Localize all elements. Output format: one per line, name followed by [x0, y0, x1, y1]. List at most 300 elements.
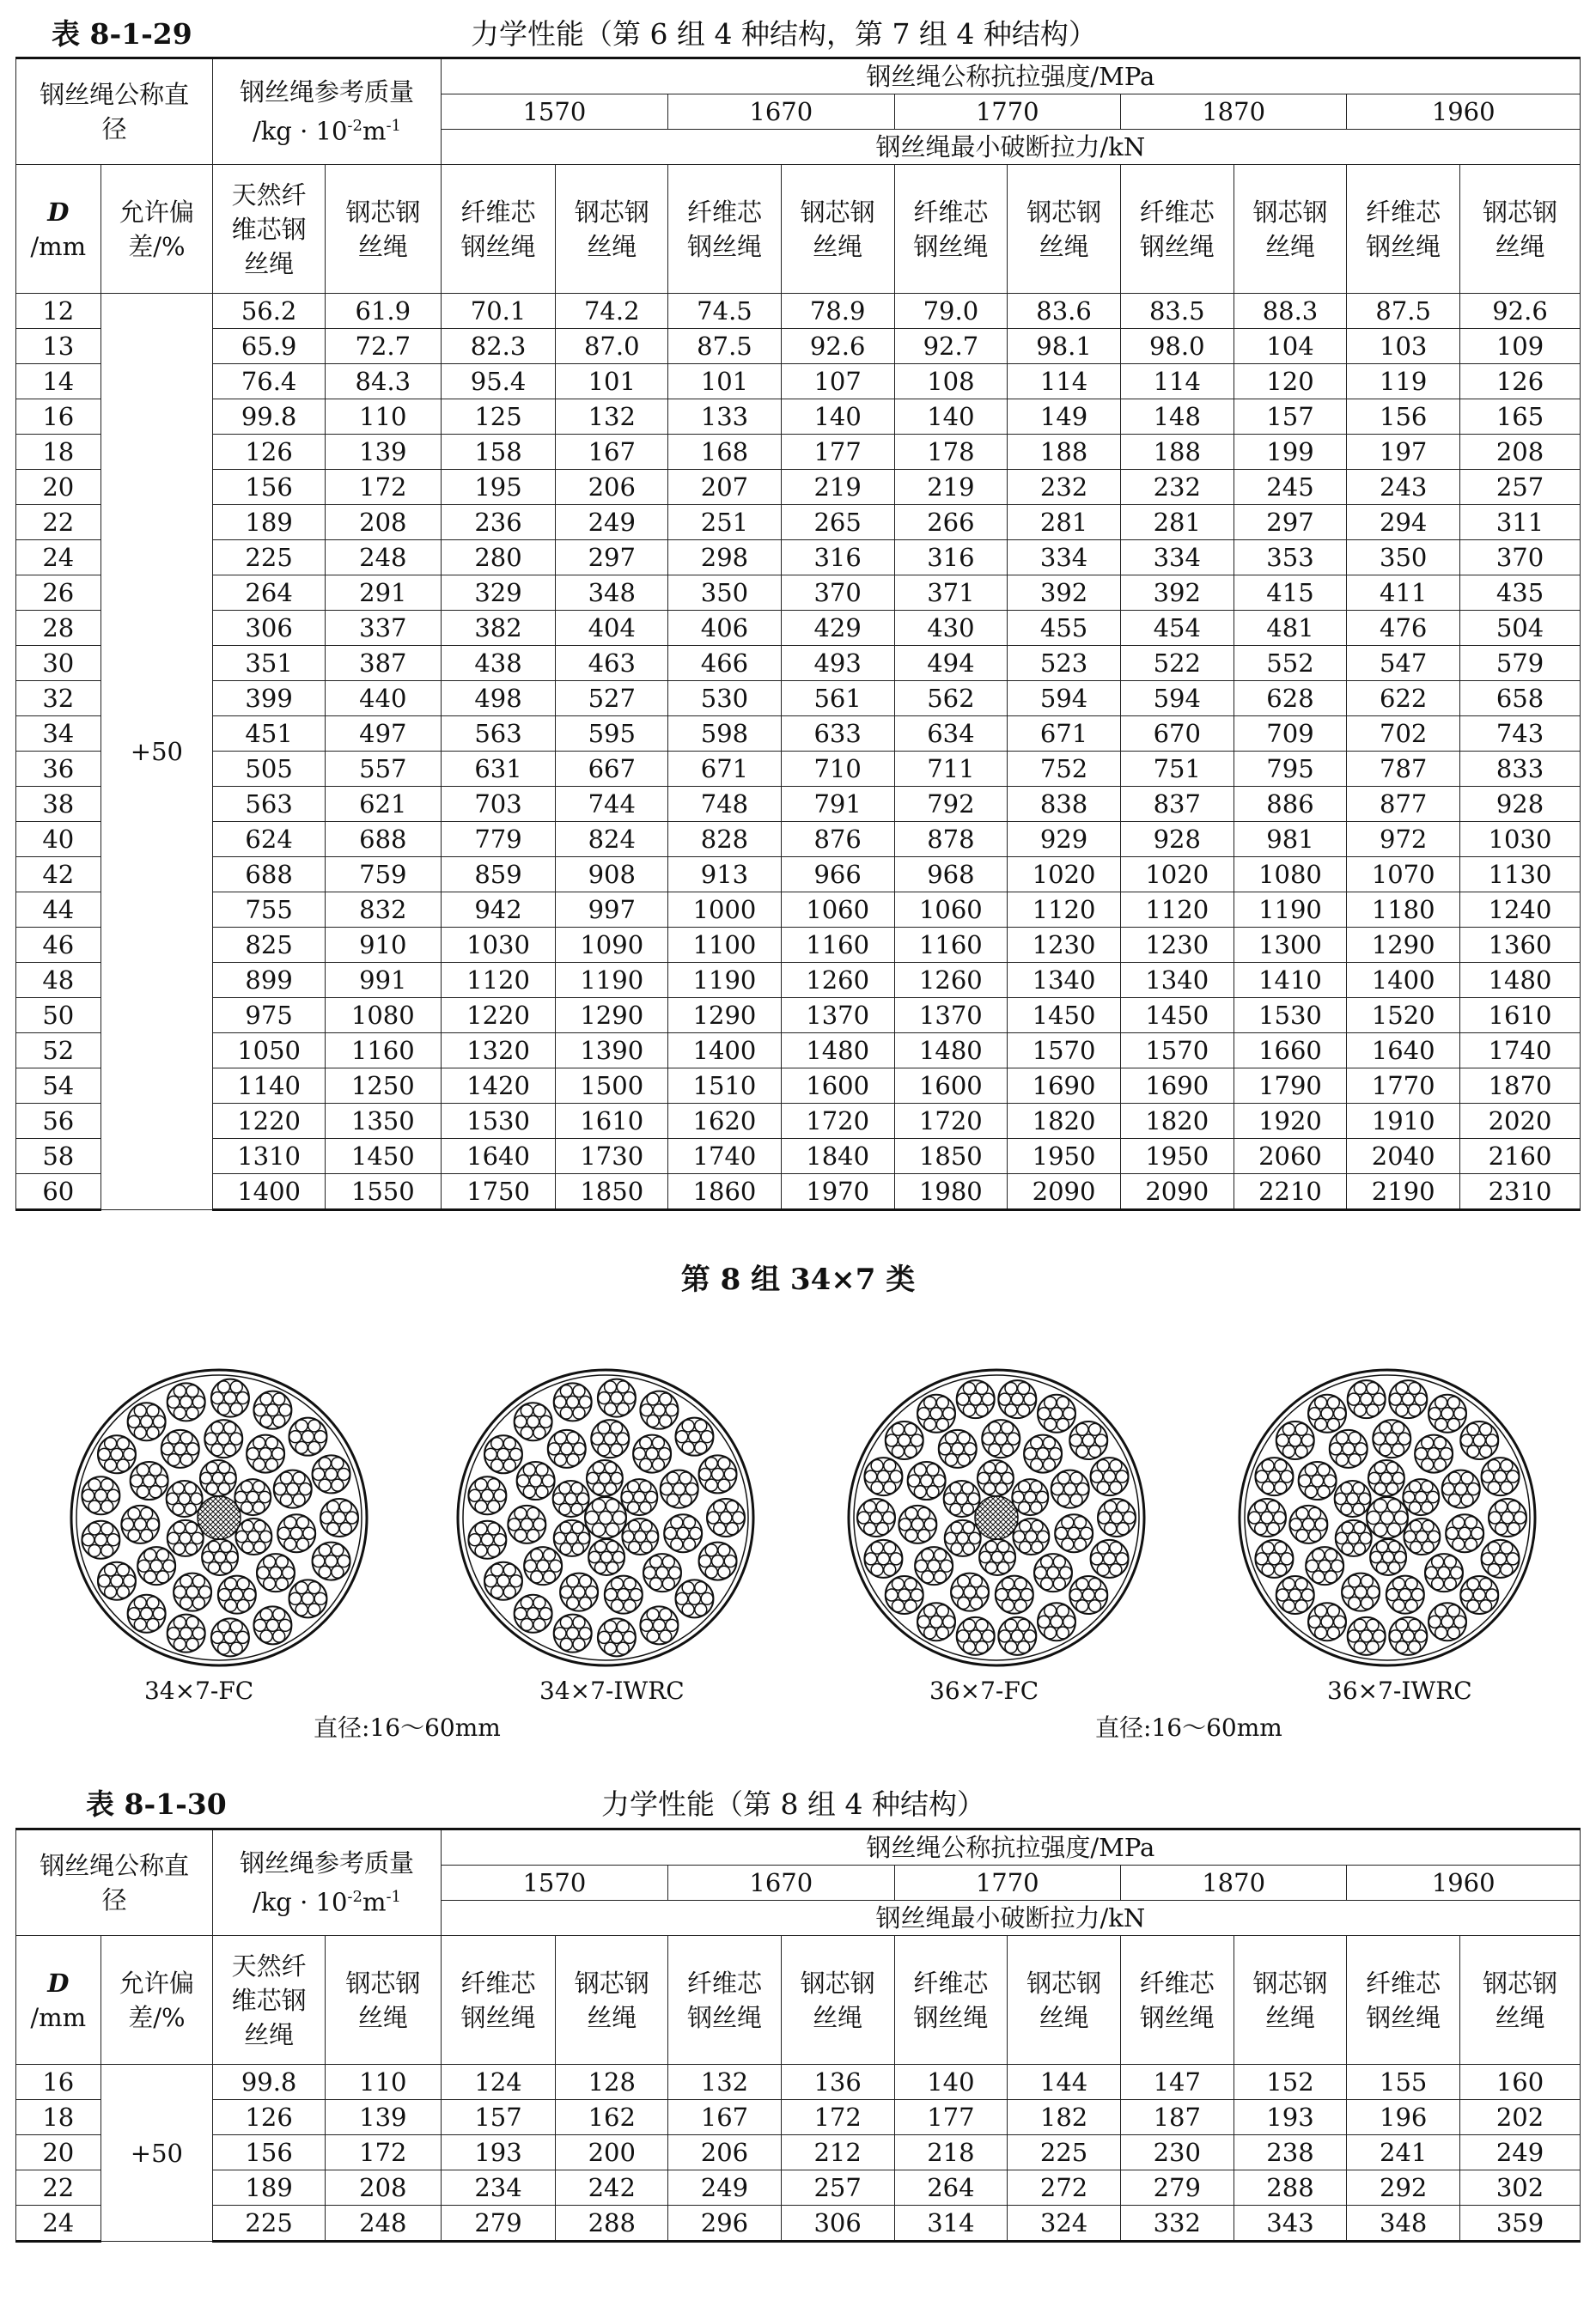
cell-value: 152	[1234, 2065, 1347, 2100]
table-row	[16, 822, 1581, 857]
rope-cross-section-36x7-iwrc	[1237, 1367, 1538, 1668]
cell-value: 997	[556, 892, 668, 928]
header-min-breaking-force: 钢丝绳最小破断拉力/kN	[441, 130, 1580, 165]
cell-value: 562	[894, 681, 1008, 716]
cell-value: 126	[213, 435, 326, 470]
cell-value: 481	[1234, 611, 1347, 646]
cell-value: 1240	[1460, 892, 1581, 928]
cell-value: 2060	[1234, 1139, 1347, 1174]
cell-value: 136	[781, 2065, 894, 2100]
cell-value: 193	[1234, 2100, 1347, 2135]
header-ws: 钢芯钢丝绳	[781, 1936, 894, 2065]
cell-value: 92.7	[894, 329, 1008, 364]
table-row	[16, 1104, 1581, 1139]
table-row	[16, 963, 1581, 998]
header-ws: 钢芯钢丝绳	[1234, 165, 1347, 294]
cell-value: 2310	[1460, 1174, 1581, 1210]
cell-diameter: 26	[16, 575, 101, 611]
cell-value: 1740	[1460, 1033, 1581, 1068]
header-tensile-strength: 钢丝绳公称抗拉强度/MPa	[441, 1829, 1580, 1866]
cell-value: 1390	[556, 1033, 668, 1068]
table-row	[16, 787, 1581, 822]
table-row	[16, 1033, 1581, 1068]
cell-value: 595	[556, 716, 668, 752]
cell-value: 530	[668, 681, 782, 716]
cell-value: 1370	[781, 998, 894, 1033]
cell-value: 249	[556, 505, 668, 540]
cell-value: 837	[1120, 787, 1234, 822]
header-fc: 纤维芯钢丝绳	[1347, 1936, 1460, 2065]
cell-value: 1260	[781, 963, 894, 998]
cell-value: 208	[1460, 435, 1581, 470]
cell-value: 1750	[441, 1174, 556, 1210]
cell-value: 2160	[1460, 1139, 1581, 1174]
cell-value: 440	[325, 681, 441, 716]
table-row	[16, 1139, 1581, 1174]
grade-1870: 1870	[1120, 94, 1346, 130]
section8-title: 第 8 组 34×7 类	[680, 1263, 916, 1297]
cell-value: 316	[781, 540, 894, 575]
cell-value: 297	[556, 540, 668, 575]
cell-value: 387	[325, 646, 441, 681]
cell-value: 876	[781, 822, 894, 857]
cell-value: 82.3	[441, 329, 556, 364]
cell-value: 359	[1460, 2206, 1581, 2242]
cell-value: 370	[1460, 540, 1581, 575]
cell-value: 791	[781, 787, 894, 822]
table-row	[16, 2065, 1581, 2100]
cell-value: 1450	[1120, 998, 1234, 1033]
cell-value: 598	[668, 716, 782, 752]
header-steel-core: 钢芯钢丝绳	[325, 1936, 441, 2065]
header-ws: 钢芯钢丝绳	[1460, 1936, 1581, 2065]
cell-value: 859	[441, 857, 556, 892]
cell-value: 1180	[1347, 892, 1460, 928]
cell-value: 1850	[894, 1139, 1008, 1174]
cell-value: 125	[441, 399, 556, 435]
cell-value: 193	[441, 2135, 556, 2170]
cell-value: 1840	[781, 1139, 894, 1174]
cell-value: 825	[213, 928, 326, 963]
cell-value: 981	[1234, 822, 1347, 857]
cell-value: 249	[1460, 2135, 1581, 2170]
cell-value: 451	[213, 716, 326, 752]
cell-value: 522	[1120, 646, 1234, 681]
cell-value: 411	[1347, 575, 1460, 611]
cell-value: 688	[213, 857, 326, 892]
cell-value: 833	[1460, 752, 1581, 787]
cell-value: 493	[781, 646, 894, 681]
header-nominal-diameter: 钢丝绳公称直径	[16, 1829, 213, 1936]
cell-value: 248	[325, 2206, 441, 2242]
cell-value: 1140	[213, 1068, 326, 1104]
cell-value: 265	[781, 505, 894, 540]
cell-value: 189	[213, 505, 326, 540]
cell-value: 1060	[894, 892, 1008, 928]
cell-value: 552	[1234, 646, 1347, 681]
cell-value: 196	[1347, 2100, 1460, 2135]
cell-value: 1190	[556, 963, 668, 998]
cell-diameter: 18	[16, 2100, 101, 2135]
cell-diameter: 36	[16, 752, 101, 787]
cell-value: 594	[1008, 681, 1121, 716]
header-tolerance: 允许偏差/%	[101, 165, 213, 294]
table-row	[16, 329, 1581, 364]
cell-value: 101	[556, 364, 668, 399]
cell-value: 406	[668, 611, 782, 646]
table-row	[16, 294, 1581, 329]
cell-value: 1300	[1234, 928, 1347, 963]
cell-value: 1970	[781, 1174, 894, 1210]
cell-value: 83.6	[1008, 294, 1121, 329]
cell-value: 1480	[781, 1033, 894, 1068]
cell-value: 257	[1460, 470, 1581, 505]
cell-value: 197	[1347, 435, 1460, 470]
cell-value: 332	[1120, 2206, 1234, 2242]
cell-value: 759	[325, 857, 441, 892]
cell-value: 98.0	[1120, 329, 1234, 364]
cell-value: 234	[441, 2170, 556, 2206]
table-row	[16, 399, 1581, 435]
cell-value: 238	[1234, 2135, 1347, 2170]
cell-value: 1910	[1347, 1104, 1460, 1139]
cell-value: 1850	[556, 1174, 668, 1210]
cell-value: 187	[1120, 2100, 1234, 2135]
cell-tolerance: +50	[101, 2065, 213, 2242]
cell-value: 438	[441, 646, 556, 681]
table-row	[16, 470, 1581, 505]
cell-diameter: 20	[16, 470, 101, 505]
cell-value: 160	[1460, 2065, 1581, 2100]
table-row	[16, 611, 1581, 646]
cell-value: 504	[1460, 611, 1581, 646]
cell-value: 162	[556, 2100, 668, 2135]
cell-value: 1130	[1460, 857, 1581, 892]
cell-value: 899	[213, 963, 326, 998]
table-row	[16, 716, 1581, 752]
table1-body	[16, 294, 1581, 1210]
cell-value: 72.7	[325, 329, 441, 364]
cell-value: 1290	[556, 998, 668, 1033]
header-natural-fiber-core: 天然纤维芯钢丝绳	[213, 1936, 326, 2065]
cell-value: 291	[325, 575, 441, 611]
cell-value: 298	[668, 540, 782, 575]
diameter-range-note-1: 直径:16～60mm	[314, 1714, 501, 1742]
cell-value: 225	[213, 2206, 326, 2242]
cell-value: 787	[1347, 752, 1460, 787]
cell-value: 1720	[894, 1104, 1008, 1139]
table-row	[16, 2170, 1581, 2206]
cell-value: 83.5	[1120, 294, 1234, 329]
cell-value: 302	[1460, 2170, 1581, 2206]
cell-value: 87.5	[1347, 294, 1460, 329]
cell-value: 155	[1347, 2065, 1460, 2100]
cell-value: 928	[1120, 822, 1234, 857]
cell-value: 168	[668, 435, 782, 470]
header-fc: 纤维芯钢丝绳	[668, 1936, 782, 2065]
cell-value: 633	[781, 716, 894, 752]
cell-value: 257	[781, 2170, 894, 2206]
cell-value: 910	[325, 928, 441, 963]
cell-value: 206	[556, 470, 668, 505]
cell-value: 751	[1120, 752, 1234, 787]
cell-value: 292	[1347, 2170, 1460, 2206]
cell-value: 1550	[325, 1174, 441, 1210]
cell-value: 561	[781, 681, 894, 716]
cell-value: 2090	[1008, 1174, 1121, 1210]
cell-value: 98.1	[1008, 329, 1121, 364]
cell-value: 1220	[441, 998, 556, 1033]
cell-diameter: 44	[16, 892, 101, 928]
table-row	[16, 505, 1581, 540]
cell-value: 1500	[556, 1068, 668, 1104]
cell-value: 348	[1347, 2206, 1460, 2242]
cell-value: 399	[213, 681, 326, 716]
cell-value: 189	[213, 2170, 326, 2206]
grade-1670: 1670	[668, 94, 894, 130]
grade-1960: 1960	[1347, 1866, 1581, 1901]
cell-value: 1340	[1008, 963, 1121, 998]
cell-value: 1570	[1008, 1033, 1121, 1068]
cell-value: 147	[1120, 2065, 1234, 2100]
cell-value: 1310	[213, 1139, 326, 1174]
cell-value: 188	[1120, 435, 1234, 470]
cell-value: 929	[1008, 822, 1121, 857]
header-nominal-diameter: 钢丝绳公称直径	[16, 58, 213, 165]
cell-value: 792	[894, 787, 1008, 822]
cell-value: 972	[1347, 822, 1460, 857]
cell-value: 74.2	[556, 294, 668, 329]
cell-value: 114	[1008, 364, 1121, 399]
cell-value: 243	[1347, 470, 1460, 505]
cell-value: 1950	[1008, 1139, 1121, 1174]
rope-cross-section-34x7-fc	[69, 1367, 369, 1668]
cell-value: 56.2	[213, 294, 326, 329]
cell-value: 61.9	[325, 294, 441, 329]
cell-value: 1690	[1120, 1068, 1234, 1104]
table-row	[16, 857, 1581, 892]
cell-value: 1920	[1234, 1104, 1347, 1139]
cell-value: 370	[781, 575, 894, 611]
cell-value: 1410	[1234, 963, 1347, 998]
cell-value: 167	[668, 2100, 782, 2135]
cell-value: 1320	[441, 1033, 556, 1068]
cell-value: 1160	[781, 928, 894, 963]
cell-value: 79.0	[894, 294, 1008, 329]
cell-value: 95.4	[441, 364, 556, 399]
cell-value: 1620	[668, 1104, 782, 1139]
cell-value: 207	[668, 470, 782, 505]
cell-value: 177	[894, 2100, 1008, 2135]
cell-value: 132	[668, 2065, 782, 2100]
table-row	[16, 752, 1581, 787]
cell-value: 1480	[894, 1033, 1008, 1068]
cell-diameter: 58	[16, 1139, 101, 1174]
cell-value: 236	[441, 505, 556, 540]
cell-value: 156	[1347, 399, 1460, 435]
cell-value: 828	[668, 822, 782, 857]
cell-value: 1690	[1008, 1068, 1121, 1104]
cell-value: 670	[1120, 716, 1234, 752]
cell-value: 242	[556, 2170, 668, 2206]
cell-value: 1020	[1008, 857, 1121, 892]
cell-value: 878	[894, 822, 1008, 857]
grade-1570: 1570	[441, 94, 667, 130]
header-natural-fiber-core: 天然纤维芯钢丝绳	[213, 165, 326, 294]
cell-value: 497	[325, 716, 441, 752]
cell-value: 1160	[325, 1033, 441, 1068]
cell-value: 404	[556, 611, 668, 646]
table2-label: 表 8-1-30	[86, 1787, 227, 1821]
cell-value: 1400	[213, 1174, 326, 1210]
cell-value: 710	[781, 752, 894, 787]
figure-label-3: 36×7-FC	[929, 1677, 1039, 1705]
cell-value: 563	[441, 716, 556, 752]
cell-diameter: 30	[16, 646, 101, 681]
cell-value: 225	[213, 540, 326, 575]
cell-value: 279	[1120, 2170, 1234, 2206]
cell-value: 1600	[894, 1068, 1008, 1104]
cell-value: 132	[556, 399, 668, 435]
cell-value: 455	[1008, 611, 1121, 646]
cell-value: 1190	[1234, 892, 1347, 928]
cell-value: 87.5	[668, 329, 782, 364]
table-row	[16, 2206, 1581, 2242]
cell-value: 182	[1008, 2100, 1121, 2135]
cell-value: 527	[556, 681, 668, 716]
table1-label: 表 8-1-29	[52, 17, 192, 51]
cell-value: 1190	[668, 963, 782, 998]
cell-value: 348	[556, 575, 668, 611]
cell-value: 877	[1347, 787, 1460, 822]
cell-diameter: 18	[16, 435, 101, 470]
cell-value: 392	[1120, 575, 1234, 611]
table-row	[16, 928, 1581, 963]
cell-value: 824	[556, 822, 668, 857]
cell-value: 1740	[668, 1139, 782, 1174]
cell-value: 1100	[668, 928, 782, 963]
header-steel-core: 钢芯钢丝绳	[325, 165, 441, 294]
cell-value: 212	[781, 2135, 894, 2170]
cell-value: 232	[1120, 470, 1234, 505]
cell-value: 351	[213, 646, 326, 681]
cell-value: 2090	[1120, 1174, 1234, 1210]
cell-diameter: 20	[16, 2135, 101, 2170]
cell-value: 195	[441, 470, 556, 505]
cell-value: 1070	[1347, 857, 1460, 892]
cell-value: 76.4	[213, 364, 326, 399]
cell-value: 124	[441, 2065, 556, 2100]
cell-diameter: 16	[16, 2065, 101, 2100]
cell-value: 1420	[441, 1068, 556, 1104]
cell-value: 272	[1008, 2170, 1121, 2206]
cell-value: 306	[213, 611, 326, 646]
cell-value: 1640	[441, 1139, 556, 1174]
cell-diameter: 13	[16, 329, 101, 364]
cell-value: 779	[441, 822, 556, 857]
cell-value: 1050	[213, 1033, 326, 1068]
cell-value: 208	[325, 2170, 441, 2206]
cell-value: 219	[894, 470, 1008, 505]
table-row	[16, 2100, 1581, 2135]
cell-value: 1790	[1234, 1068, 1347, 1104]
cell-value: 2040	[1347, 1139, 1460, 1174]
cell-diameter: 56	[16, 1104, 101, 1139]
cell-value: 167	[556, 435, 668, 470]
cell-diameter: 22	[16, 2170, 101, 2206]
cell-value: 594	[1120, 681, 1234, 716]
cell-value: 172	[781, 2100, 894, 2135]
cell-value: 382	[441, 611, 556, 646]
cell-value: 1640	[1347, 1033, 1460, 1068]
header-ws: 钢芯钢丝绳	[556, 165, 668, 294]
cell-value: 120	[1234, 364, 1347, 399]
cell-value: 671	[668, 752, 782, 787]
cell-value: 84.3	[325, 364, 441, 399]
cell-value: 297	[1234, 505, 1347, 540]
cell-value: 251	[668, 505, 782, 540]
cell-value: 133	[668, 399, 782, 435]
cell-value: 232	[1008, 470, 1121, 505]
cell-value: 1980	[894, 1174, 1008, 1210]
cell-value: 74.5	[668, 294, 782, 329]
cell-value: 92.6	[1460, 294, 1581, 329]
cell-value: 343	[1234, 2206, 1347, 2242]
cell-value: 1860	[668, 1174, 782, 1210]
cell-value: 65.9	[213, 329, 326, 364]
cell-value: 557	[325, 752, 441, 787]
header-ws: 钢芯钢丝绳	[1008, 1936, 1121, 2065]
cell-value: 148	[1120, 399, 1234, 435]
cell-diameter: 48	[16, 963, 101, 998]
cell-value: 314	[894, 2206, 1008, 2242]
cell-value: 149	[1008, 399, 1121, 435]
cell-value: 311	[1460, 505, 1581, 540]
cell-value: 634	[894, 716, 1008, 752]
cell-value: 1030	[1460, 822, 1581, 857]
cell-diameter: 24	[16, 2206, 101, 2242]
cell-value: 913	[668, 857, 782, 892]
cell-value: 334	[1120, 540, 1234, 575]
cell-value: 1610	[556, 1104, 668, 1139]
cell-value: 281	[1008, 505, 1121, 540]
cell-diameter: 24	[16, 540, 101, 575]
cell-value: 241	[1347, 2135, 1460, 2170]
cell-value: 1030	[441, 928, 556, 963]
cell-diameter: 34	[16, 716, 101, 752]
cell-value: 624	[213, 822, 326, 857]
cell-diameter: 16	[16, 399, 101, 435]
cell-value: 128	[556, 2065, 668, 2100]
header-ws: 钢芯钢丝绳	[1460, 165, 1581, 294]
cell-value: 1060	[781, 892, 894, 928]
header-D: D /mm	[16, 1936, 101, 2065]
cell-value: 288	[1234, 2170, 1347, 2206]
cell-value: 172	[325, 470, 441, 505]
cell-value: 466	[668, 646, 782, 681]
cell-value: 70.1	[441, 294, 556, 329]
cell-value: 279	[441, 2206, 556, 2242]
cell-diameter: 14	[16, 364, 101, 399]
cell-value: 505	[213, 752, 326, 787]
cell-value: 206	[668, 2135, 782, 2170]
cell-value: 288	[556, 2206, 668, 2242]
cell-value: 158	[441, 435, 556, 470]
cell-value: 199	[1234, 435, 1347, 470]
cell-value: 266	[894, 505, 1008, 540]
cell-value: 975	[213, 998, 326, 1033]
cell-value: 702	[1347, 716, 1460, 752]
